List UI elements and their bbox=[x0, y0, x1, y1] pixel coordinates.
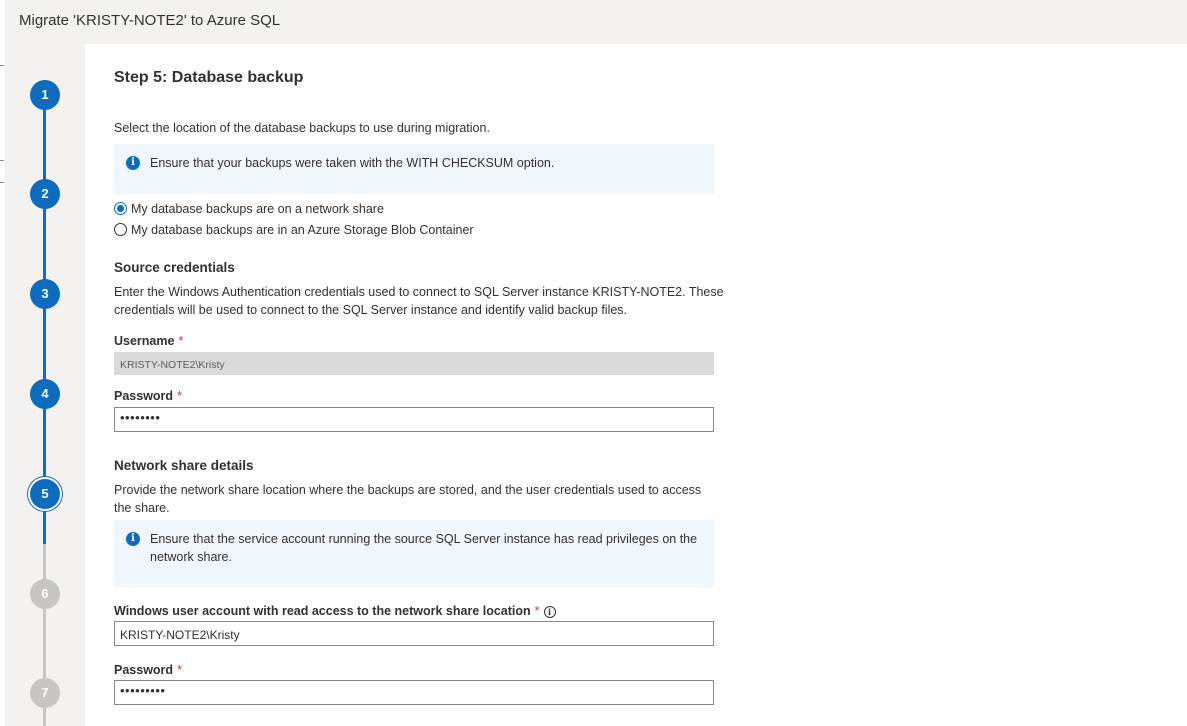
info-icon: i bbox=[126, 156, 140, 170]
step-4[interactable]: 4 bbox=[30, 379, 60, 409]
step-content bbox=[85, 44, 1187, 726]
required-asterisk: * bbox=[178, 334, 184, 348]
share-password-input[interactable]: ••••••••• bbox=[114, 680, 714, 705]
radio-blob-container[interactable] bbox=[114, 223, 474, 237]
radio-unselected-indicator[interactable] bbox=[114, 223, 127, 236]
step-1[interactable]: 1 bbox=[30, 80, 60, 110]
edge-mark bbox=[0, 65, 4, 66]
step-3[interactable]: 3 bbox=[30, 279, 60, 309]
required-asterisk: * bbox=[177, 663, 182, 677]
step-2[interactable]: 2 bbox=[30, 179, 60, 209]
share-account-label-text: Windows user account with read access to the network share location bbox=[114, 604, 531, 618]
share-account-input[interactable]: KRISTY-NOTE2\Kristy bbox=[114, 621, 714, 646]
stepper-progress-line bbox=[43, 94, 46, 544]
step-6: 6 bbox=[30, 579, 60, 609]
radio-network-share[interactable] bbox=[114, 202, 384, 216]
checksum-info-text: Ensure that your backups were taken with the WITH CHECKSUM option. bbox=[150, 156, 555, 170]
intro-text: Select the location of the database backups to use during migration. bbox=[114, 121, 490, 135]
share-password-label bbox=[114, 663, 182, 677]
required-asterisk: * bbox=[177, 389, 182, 403]
dialog-title-bar bbox=[5, 0, 1187, 44]
wizard-stepper bbox=[5, 44, 85, 726]
page-title: Step 5: Database backup bbox=[114, 69, 304, 86]
network-share-heading: Network share details bbox=[114, 458, 254, 473]
share-password-label-text: Password bbox=[114, 663, 174, 677]
radio-blob-container-label: My database backups are in an Azure Storage Blob Container bbox=[131, 223, 474, 237]
share-account-label bbox=[114, 604, 556, 618]
service-account-info-text: Ensure that the service account running the source SQL Server instance has read privileges on the network share. bbox=[150, 532, 698, 564]
service-account-info-banner bbox=[114, 520, 714, 587]
radio-network-share-label: My database backups are on a network share bbox=[131, 202, 384, 216]
source-password-label bbox=[114, 389, 182, 403]
radio-selected-indicator[interactable] bbox=[114, 202, 127, 215]
info-icon: i bbox=[126, 532, 140, 546]
network-share-description: Provide the network share location where the backups are stored, and the user credentials used to access the share. bbox=[114, 483, 702, 515]
dialog-title: Migrate 'KRISTY-NOTE2' to Azure SQL bbox=[19, 12, 281, 29]
username-label-text: Username bbox=[114, 334, 175, 348]
username-label bbox=[114, 334, 183, 348]
edge-mark bbox=[0, 160, 4, 161]
step-7: 7 bbox=[30, 678, 60, 708]
step-5-current[interactable]: 5 bbox=[30, 479, 60, 509]
edge-mark bbox=[0, 182, 4, 183]
source-credentials-heading: Source credentials bbox=[114, 260, 235, 275]
source-credentials-description: Enter the Windows Authentication credentials used to connect to SQL Server instance KRISTY-NOTE2. These credentials will be used to connect to the SQL Server instance and identify valid backup files. bbox=[114, 285, 724, 317]
required-asterisk: * bbox=[534, 604, 540, 618]
source-password-label-text: Password bbox=[114, 389, 174, 403]
username-field: KRISTY-NOTE2\Kristy bbox=[114, 352, 714, 375]
info-tooltip-icon[interactable]: i bbox=[544, 606, 556, 618]
checksum-info-banner bbox=[114, 144, 714, 194]
source-password-field[interactable]: •••••••• bbox=[114, 407, 714, 432]
